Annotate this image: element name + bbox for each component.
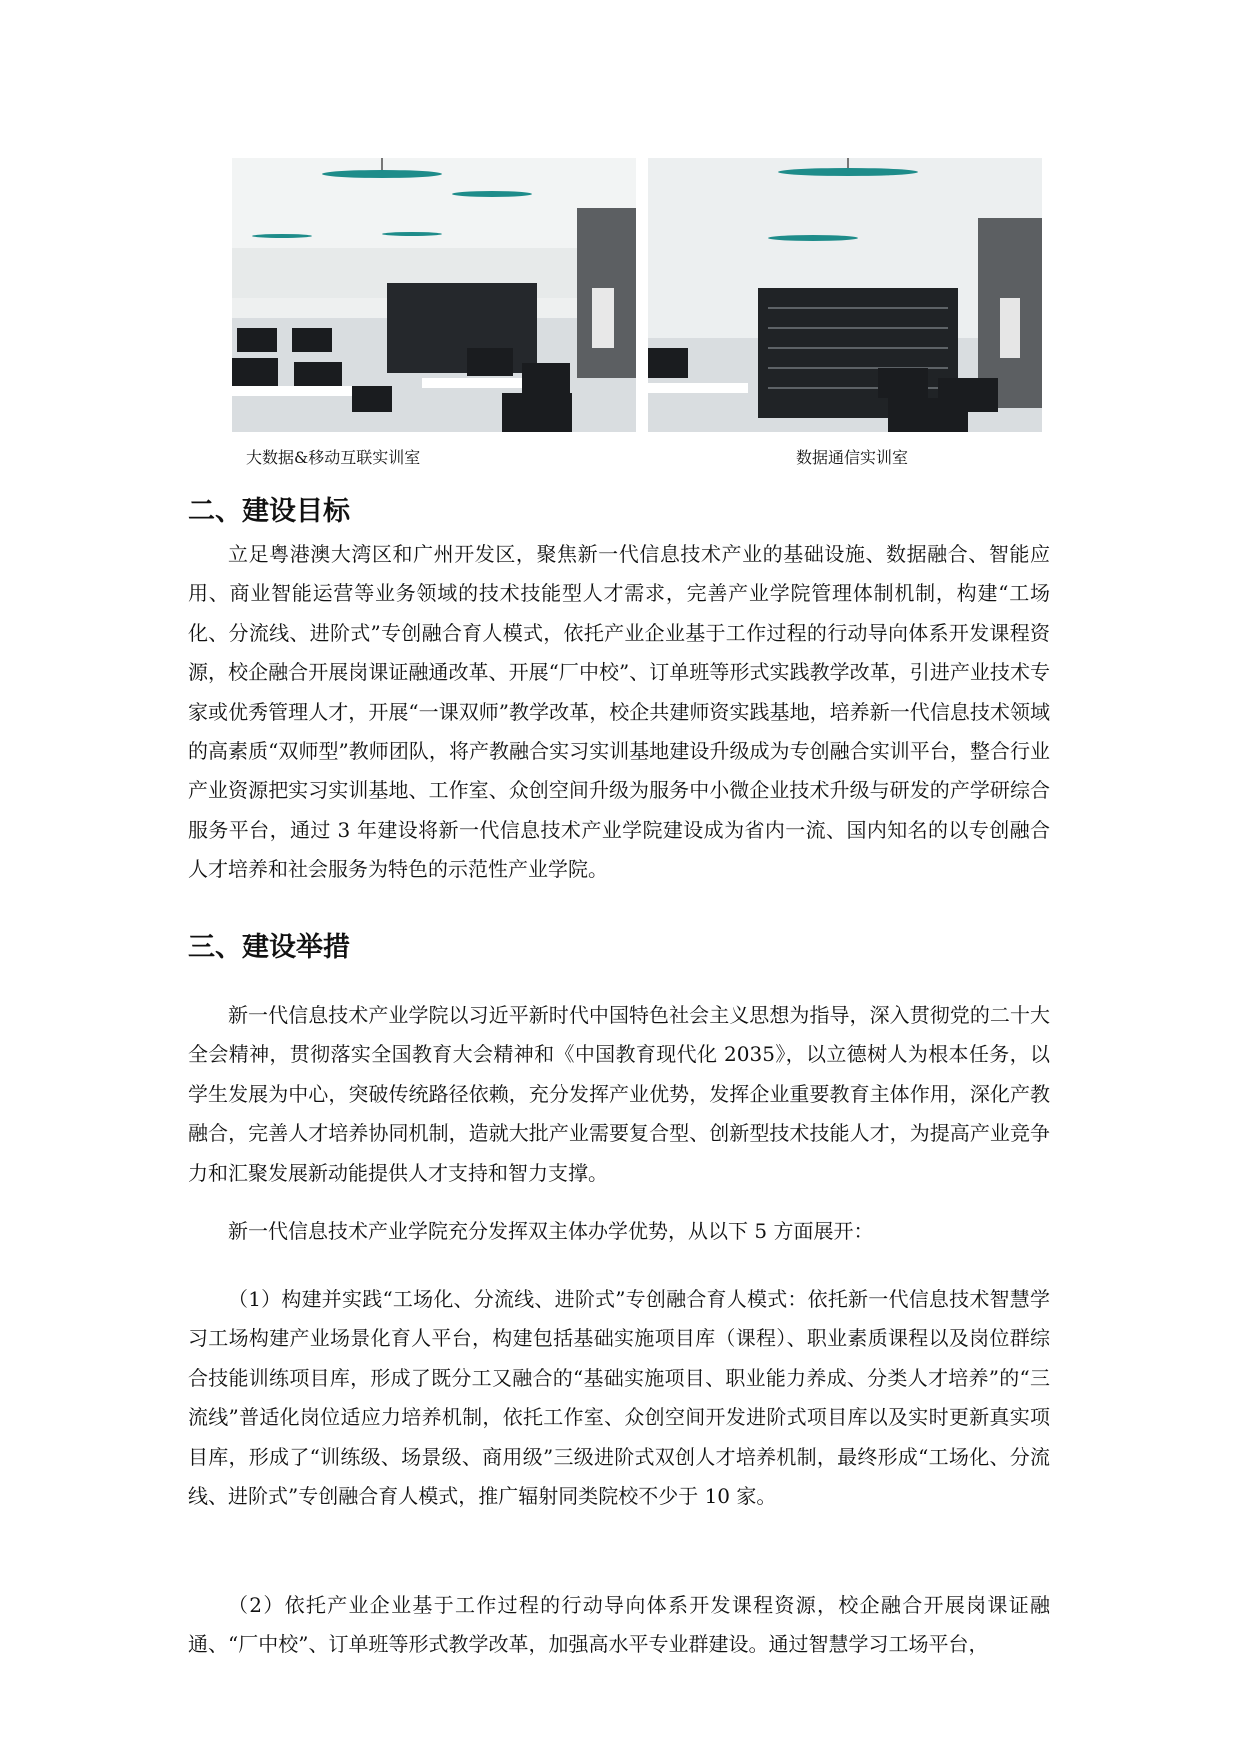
measures-paragraph-2: 新一代信息技术产业学院充分发挥双主体办学优势，从以下 5 方面展开： [228,1219,874,1243]
big-data-lab-photo [232,158,636,432]
goal-paragraph: 立足粤港澳大湾区和广州开发区，聚焦新一代信息技术产业的基础设施、数据融合、智能应用、商业智能运营等业务领域的技术技能型人才需求，完善产业学院管理体制机制，构建“工场化、分流线、进阶式”专创融合育人模式，依托产业企业基于工作过程的行动导向体系开发课程资源，校企融合开展岗课证融通改革、开展“厂中校”、订单班等形式实践教学改革，引进产业技术专家或优秀管理人才，开展“一课双师”教学改革，校企共建师资实践基地，培养新一代信息技术领域的高素质“双师型”教师团队，将产教融合实习实训基地建设升级成为专创融合实训平台，整合行业产业资源把实习实训基地、工作室、众创空间升级为服务中小微企业技术升级与研发的产学研综合服务平台，通过 3 年建设将新一代信息技术产业学院建设成为省内一流、国内知名的以专创融合人才培养和社会服务为特色的示范性产业学院。 [188,542,1050,882]
measures-paragraph-3: （1）构建并实践“工场化、分流线、进阶式”专创融合育人模式：依托新一代信息技术智慧学习工场构建产业场景化育人平台，构建包括基础实施项目库（课程）、职业素质课程以及岗位群综合技能训练项目库，形成了既分工又融合的“基础实施项目、职业能力养成、分类人才培养”的“三流线”普适化岗位适应力培养机制，依托工作室、众创空间开发进阶式项目库以及实时更新真实项目库，形成了“训练级、场景级、商用级”三级进阶式双创人才培养机制，最终形成“工场化、分流线、进阶式”专创融合育人模式，推广辐射同类院校不少于 10 家。 [188,1287,1050,1509]
section-heading-goal: 二、建设目标 [188,496,350,527]
photo-row [232,158,1042,432]
data-communication-lab-photo [648,158,1042,432]
measures-paragraph-4: （2）依托产业企业基于工作过程的行动导向体系开发课程资源，校企融合开展岗课证融通、“厂中校”、订单班等形式教学改革，加强高水平专业群建设。通过智慧学习工场平台， [188,1593,1050,1657]
right-photo-caption: 数据通信实训室 [796,448,909,467]
measures-paragraph-1: 新一代信息技术产业学院以习近平新时代中国特色社会主义思想为指导，深入贯彻党的二十大全会精神，贯彻落实全国教育大会精神和《中国教育现代化 2035》，以立德树人为根本任务，以学生发展为中心，突破传统路径依赖，充分发挥产业优势，发挥企业重要教育主体作用，深化产教融合，完善人才培养协同机制，造就大批产业需要复合型、创新型技术技能人才，为提高产业竞争力和汇聚发展新动能提供人才支持和智力支撑。 [188,1003,1050,1185]
section-heading-measures: 三、建设举措 [188,932,350,963]
left-photo-caption: 大数据&移动互联实训室 [246,448,421,467]
